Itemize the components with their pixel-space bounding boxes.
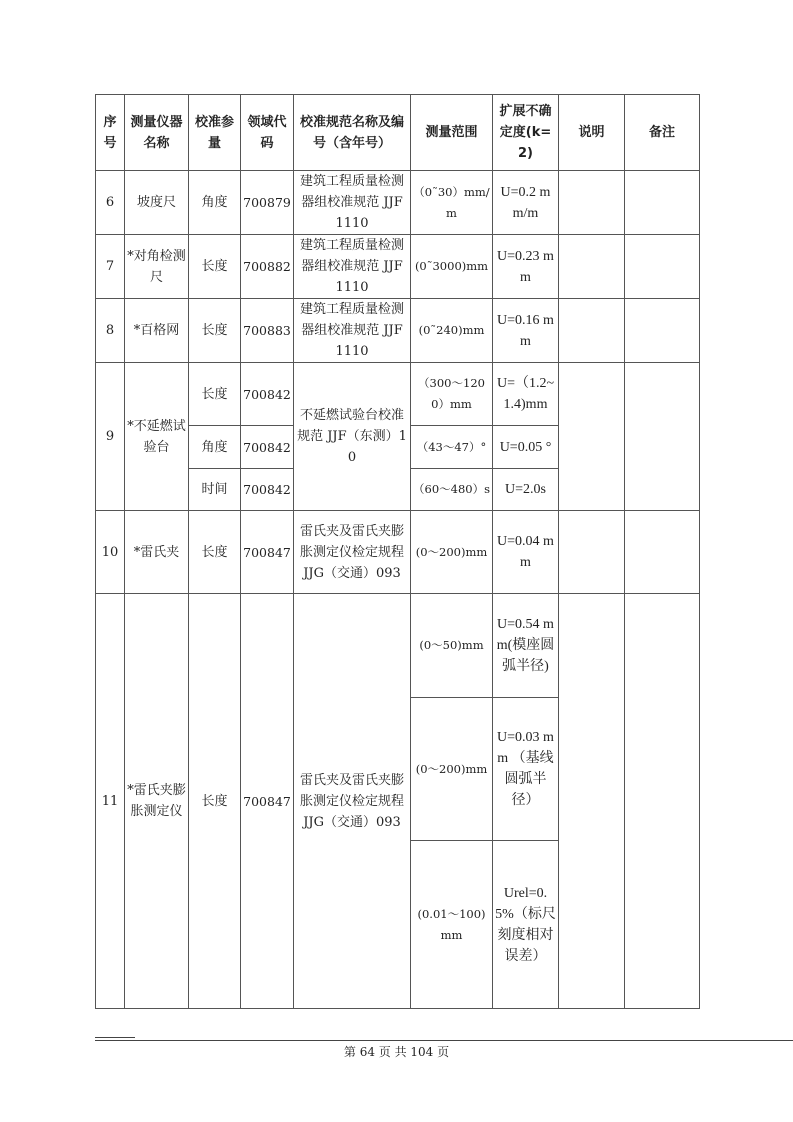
note-cell — [559, 171, 625, 235]
range-cell: (0～50)mm — [411, 594, 493, 698]
seq-cell: 7 — [96, 235, 125, 299]
uncertainty-cell: U=0.16 mm — [493, 299, 559, 363]
param-cell: 长度 — [189, 299, 241, 363]
header-instrument-name: 测量仪器名称 — [125, 95, 189, 171]
table-row — [96, 235, 700, 299]
table-row — [96, 299, 700, 363]
header-row — [96, 95, 700, 171]
name-cell: *雷氏夹膨胀测定仪 — [125, 594, 189, 1009]
seq-cell: 9 — [96, 363, 125, 511]
uncertainty-cell: U=（1.2~1.4)mm — [493, 363, 559, 426]
range-cell: （0˜30）mm/m — [411, 171, 493, 235]
spec-cell: 雷氏夹及雷氏夹膨胀测定仪检定规程 JJG（交通）093 — [294, 594, 411, 1009]
param-cell: 长度 — [189, 594, 241, 1009]
code-cell: 700883 — [241, 299, 294, 363]
code-cell: 700882 — [241, 235, 294, 299]
remark-cell — [625, 363, 700, 511]
range-cell: (0˜3000)mm — [411, 235, 493, 299]
note-cell — [559, 511, 625, 594]
seq-cell: 10 — [96, 511, 125, 594]
header-spec: 校准规范名称及编号（含年号） — [294, 95, 411, 171]
code-cell: 700842 — [241, 426, 294, 469]
code-cell: 700879 — [241, 171, 294, 235]
header-range: 测量范围 — [411, 95, 493, 171]
param-cell: 时间 — [189, 469, 241, 511]
range-cell: (0～200)mm — [411, 511, 493, 594]
spec-cell: 建筑工程质量检测器组校准规范 JJF 1110 — [294, 171, 411, 235]
footer-divider-short — [95, 1037, 135, 1038]
param-cell: 角度 — [189, 171, 241, 235]
spec-cell: 雷氏夹及雷氏夹膨胀测定仪检定规程 JJG（交通）093 — [294, 511, 411, 594]
spec-cell: 建筑工程质量检测器组校准规范 JJF 1110 — [294, 299, 411, 363]
table-row — [96, 171, 700, 235]
remark-cell — [625, 511, 700, 594]
range-cell: （60～480）s — [411, 469, 493, 511]
name-cell: *不延燃试验台 — [125, 363, 189, 511]
range-cell: （43～47）° — [411, 426, 493, 469]
header-seq: 序号 — [96, 95, 125, 171]
seq-cell: 6 — [96, 171, 125, 235]
header-field-code: 领域代码 — [241, 95, 294, 171]
calibration-table — [95, 94, 700, 1009]
code-cell: 700842 — [241, 363, 294, 426]
header-remark: 备注 — [625, 95, 700, 171]
uncertainty-cell: U=0.03 mm （基线圆弧半径） — [493, 698, 559, 841]
uncertainty-cell: Urel=0.5%（标尺刻度相对误差） — [493, 841, 559, 1009]
name-cell: *雷氏夹 — [125, 511, 189, 594]
param-cell: 长度 — [189, 235, 241, 299]
table-row — [96, 511, 700, 594]
table-row — [96, 594, 700, 698]
seq-cell: 8 — [96, 299, 125, 363]
seq-cell: 11 — [96, 594, 125, 1009]
note-cell — [559, 594, 625, 1009]
uncertainty-cell: U=2.0s — [493, 469, 559, 511]
range-cell: (0˜240)mm — [411, 299, 493, 363]
note-cell — [559, 299, 625, 363]
table-row — [96, 363, 700, 426]
uncertainty-cell: U=0.2 mm/m — [493, 171, 559, 235]
param-cell: 角度 — [189, 426, 241, 469]
uncertainty-cell: U=0.23 mm — [493, 235, 559, 299]
code-cell: 700847 — [241, 594, 294, 1009]
header-note: 说明 — [559, 95, 625, 171]
code-cell: 700842 — [241, 469, 294, 511]
name-cell: *百格网 — [125, 299, 189, 363]
range-cell: (0.01～100)mm — [411, 841, 493, 1009]
remark-cell — [625, 299, 700, 363]
footer-divider — [95, 1040, 793, 1041]
spec-cell: 建筑工程质量检测器组校准规范 JJF 1110 — [294, 235, 411, 299]
range-cell: （300～1200）mm — [411, 363, 493, 426]
param-cell: 长度 — [189, 363, 241, 426]
note-cell — [559, 235, 625, 299]
remark-cell — [625, 171, 700, 235]
header-parameter: 校准参量 — [189, 95, 241, 171]
range-cell: (0～200)mm — [411, 698, 493, 841]
header-uncertainty: 扩展不确定度(k=2) — [493, 95, 559, 171]
name-cell: 坡度尺 — [125, 171, 189, 235]
remark-cell — [625, 235, 700, 299]
uncertainty-cell: U=0.54 mm(模座圆弧半径) — [493, 594, 559, 698]
param-cell: 长度 — [189, 511, 241, 594]
note-cell — [559, 363, 625, 511]
uncertainty-cell: U=0.05 ° — [493, 426, 559, 469]
remark-cell — [625, 594, 700, 1009]
name-cell: *对角检测尺 — [125, 235, 189, 299]
page-number: 第 64 页 共 104 页 — [343, 1045, 450, 1059]
spec-cell: 不延燃试验台校准规范 JJF（东测）10 — [294, 363, 411, 511]
code-cell: 700847 — [241, 511, 294, 594]
uncertainty-cell: U=0.04 mm — [493, 511, 559, 594]
